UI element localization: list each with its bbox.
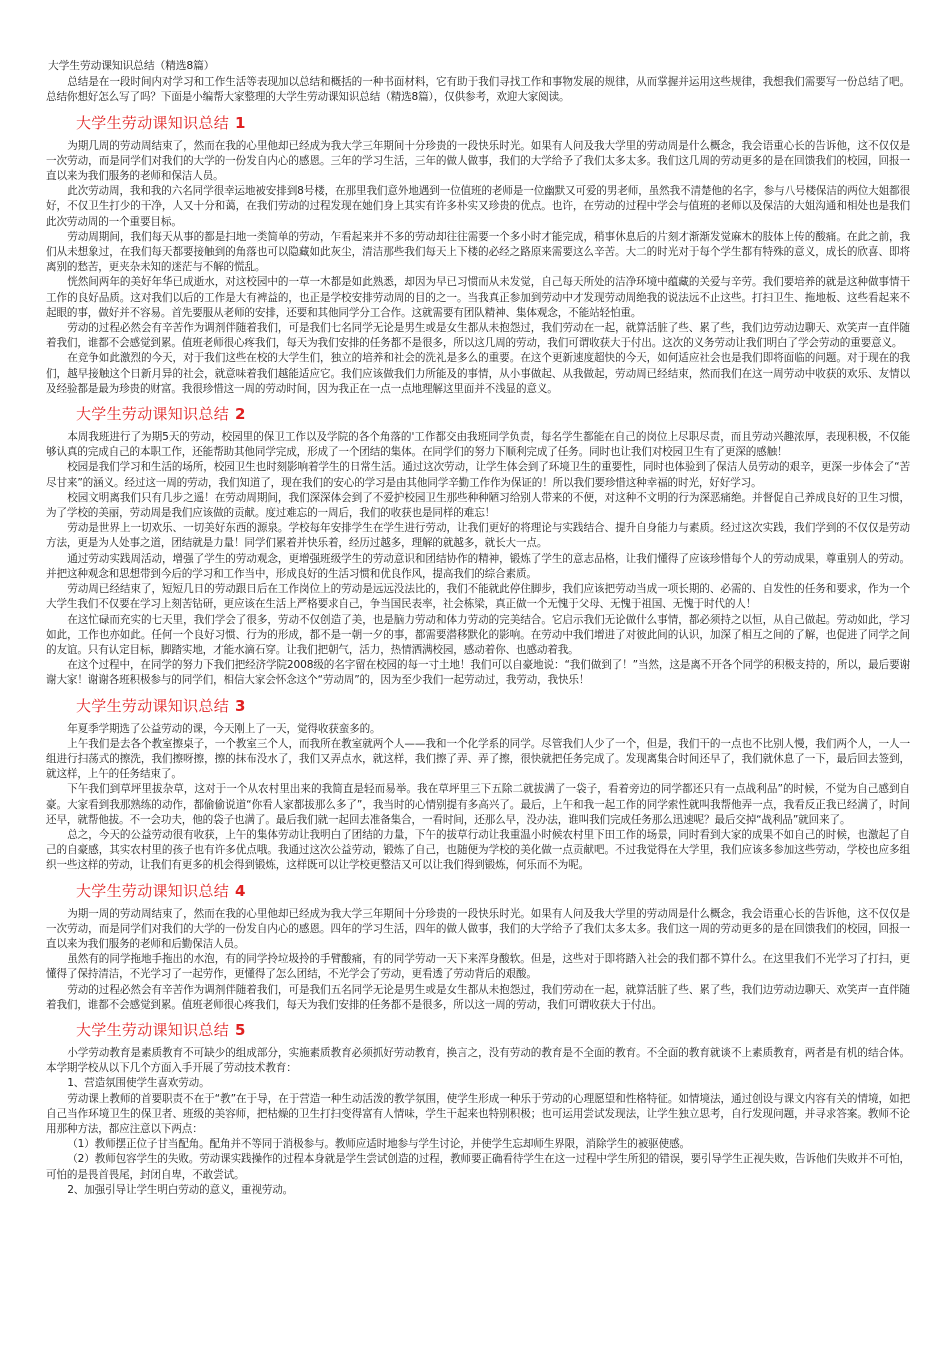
body-paragraph: 劳动周已经结束了，短短几日的劳动跟日后在工作岗位上的劳动是远远没法比的，我们不能就此停住脚步，我们应该把劳动当成一项长期的、必需的、自发性的任务和要求，作为一个大学生我们不仅要在学习上刻苦钻研，更应该在生活上严格要求自己，争当国民表率，社会栋梁，真正做一个无愧于父母、无愧于祖国、无愧于时代的人！ (46, 583, 910, 611)
body-paragraph: （1）教师摆正位子甘当配角。配角并不等同于消极参与。教师应适时地参与学生讨论，并使学生忘却师生界限，消除学生的被驱使感。 (67, 1138, 690, 1151)
sections-container (46, 113, 910, 1198)
section-heading-text: 大学生劳动课知识总结 (76, 1020, 230, 1039)
body-paragraph: 下午我们到草坪里拔杂草，这对于一个从农村里出来的我简直是轻而易举。我在草坪里三下五除二就拔满了一袋子，看着旁边的同学都还只有一点战利品”的时候，不觉为自己感到自豪。大家看到我那熟练的动作，都偷偷说道“你看人家都拔那么多了”，我当时的心情别提有多高兴了。最后，上午和我一起工作的同学索性就叫我帮他弄一点，我看反正我已经满了，时间还早，就帮他拔。不一会功夫，他的袋子也满了。最后我们就一起回去准备集合，一看时间，还那么早，没办法，谁叫我们完成任务那么迅速呢？最后交掉“战利品”就回来了。 (46, 783, 910, 826)
body-paragraph: 通过劳动实践周活动，增强了学生的劳动观念，更增强班级学生的劳动意识和团结协作的精神，锻炼了学生的意志品格，让我们懂得了应该珍惜每个人的劳动成果，尊重别人的劳动。并把这种观念和思想带到今后的学习和工作当中，形成良好的生活习惯和优良作风，提高我们的综合素质。 (46, 552, 910, 580)
section-number: 2 (235, 405, 246, 424)
body-paragraph: 在这忙碌而充实的七天里，我们学会了很多，劳动不仅创造了美，也是脑力劳动和体力劳动的完美结合。它启示我们无论做什么事情，都必须持之以恒，从自己做起。劳动如此，学习如此，工作也亦如此。任何一个良好习惯、行为的形成，都不是一朝一夕的事，都需要潜移默化的影响。在劳动中我们增进了对彼此间的认识，加深了相互之间的了解，也促进了同学之间的友谊。只有认定目标，脚踏实地，才能水滴石穿。让我们把朝气，活力，热情洒满校园，感动着你、也感动着我。 (46, 613, 910, 656)
body-paragraph: 劳动是世界上一切欢乐、一切美好东西的源泉。学校每年安排学生在学生进行劳动，让我们更好的将理论与实践结合、提升自身能力与素质。经过这次实践，我们学到的不仅仅是劳动方法，更是为人处事之道，团结就是力量！同学们累着并快乐着，经历过越多，理解的就越多，就长大一点。 (46, 522, 910, 550)
body-paragraph: 劳动课上教师的首要职责不在于“教”在于导，在于营造一种生动活泼的教学氛围，使学生形成一种乐于劳动的心理愿望和性格特征。如情境法，通过创设与课文内容有关的情境，如把自己当作环境卫生的保卫者、班级的美容师，把枯燥的卫生打扫变得富有人情味，学生干起来也特别积极；也可运用尝试发现法，让学生独立思考，自行发现问题，并寻求答案。教师不论用那种方法，都应注意以下两点： (46, 1092, 910, 1135)
section-heading (76, 696, 910, 716)
body-paragraph: 此次劳动周，我和我的六名同学很幸运地被安排到8号楼，在那里我们意外地遇到一位值班的老师是一位幽默又可爱的男老师，虽然我不清楚他的名字，参与八号楼保洁的两位大姐都很好，不仅卫生打少的干净，人又十分和蔼，在我们劳动的过程发现在她们身上其实有许多朴实又珍贵的优点。也许，在劳动的过程中学会与值班的老师以及保洁的大姐沟通和相处也是我们此次劳动周的一个重要目标。 (46, 185, 910, 228)
section-heading-text: 大学生劳动课知识总结 (76, 696, 230, 715)
body-paragraph: 劳动的过程必然会有辛苦作为调剂伴随着我们，可是我们五名同学无论是男生或是女生都从未抱怨过，我们劳动在一起，就算活脏了些、累了些，我们边劳动边聊天、欢笑声一直伴随着我们，谁都不会感觉到累。值班老师很心疼我们，每天为我们安排的任务都不是很多，所以这一周的劳动，我们可谓收获大于付出。 (46, 983, 910, 1011)
body-paragraph: 虽然有的同学拖地手拖出的水泡，有的同学拎垃圾拎的手臂酸痛，有的同学劳动一天下来浑身酸软。但是，这些对于即将踏入社会的我们都不算什么。在这里我们不光学习了打扫，更懂得了保持清洁，不光学习了一起劳作，更懂得了怎么团结，不光学会了劳动，更看透了劳动背后的艰酸。 (46, 953, 910, 981)
section-number: 5 (235, 1020, 246, 1039)
section-heading (76, 1020, 910, 1040)
section-heading-text: 大学生劳动课知识总结 (76, 881, 230, 900)
section-heading-text: 大学生劳动课知识总结 (76, 113, 230, 132)
body-paragraph: 小学劳动教育是素质教育不可缺少的组成部分，实施素质教育必须抓好劳动教育，换言之，没有劳动的教育是不全面的教育。不全面的教育就谈不上素质教育，两者是有机的结合体。本学期学校从以下几个方面入手开展了劳动技术教育： (46, 1046, 910, 1075)
intro-paragraph: 总结是在一段时间内对学习和工作生活等表现加以总结和概括的一种书面材料，它有助于我们寻找工作和事物发展的规律，从而掌握并运用这些规律，我想我们需要写一份总结了吧。总结你想好怎么写了吗？下面是小编帮大家整理的大学生劳动课知识总结（精选8篇），仅供参考，欢迎大家阅读。 (46, 76, 910, 104)
body-paragraph: 年夏季学期选了公益劳动的课，今天刚上了一天，觉得收获蛮多的。 (67, 722, 381, 735)
body-paragraph: 总之，今天的公益劳动很有收获，上午的集体劳动让我明白了团结的力量，下午的拔草行动让我重温小时候农村里下田工作的场景，同时看到大家的成果不如自己的时候，也激起了自己的自豪感，其实农村里的孩子也有许多优点哦。我通过这次公益劳动，锻炼了自己，也随便为学校的美化做一点贡献吧。不过我觉得在大学里，我们应该多参加这些劳动，学校也应多组织一些这样的劳动，让我们有更多的机会得到锻炼，这样既可以让学校更整洁又可以让我们得到锻炼，何乐而不为呢。 (46, 828, 910, 872)
body-paragraph: 在这个过程中，在同学的努力下我们把经济学院2008级的名字留在校园的每一寸土地！我们可以自豪地说：“我们做到了！”当然，这是离不开各个同学的积极支持的，所以，最后要谢谢大家！谢谢各班积极参与的同学们，相信大家会怀念这个“劳动周”的，因为至少我们一起劳动过，我劳动，我快乐！ (46, 659, 910, 687)
body-paragraph: 上午我们是去各个教室擦桌子，一个教室三个人，而我所在教室就两个人——我和一个化学系的同学。尽管我们人少了一个，但是，我们干的一点也不比别人慢，我们两个人，一人一组进行扫荡式的擦洗，我们擦呀擦，擦的抹布没水了，我们又弄点水，就这样，我们擦了弄、弄了擦，很快就把任务完成了。发现离集合时间还早了，我们就休息了一下，最后回去签到，就这样，上午的任务结束了。 (46, 737, 910, 781)
section-heading-text: 大学生劳动课知识总结 (76, 405, 230, 424)
body-paragraph: 2、加强引导让学生明白劳动的意义，重视劳动。 (67, 1183, 294, 1196)
section-number: 4 (235, 881, 246, 900)
body-paragraph: 本周我班进行了为期5天的劳动，校园里的保卫工作以及学院的各个角落的'工作都交由我班同学负责，每名学生都能在自己的岗位上尽职尽责，而且劳动兴趣浓厚，表现积极，不仅能够认真的完成自己的本职工作，还能帮助其他同学完成，形成了一个团结的集体。在同学们的努力下顺利完成了任务。同时也让我们对校园卫生有了更深的感触！ (46, 431, 910, 459)
body-paragraph: 校园是我们学习和生活的场所，校园卫生也时刻影响着学生的日常生活。通过这次劳动，让学生体会到了环境卫生的重要性，同时也体验到了保洁人员劳动的艰辛，更深一步体会了“苦尽甘来”的涵义。经过这一周的劳动，我们知道了，现在我们的安心的学习是由其他同学辛勤工作作为保证的！所以我们要珍惜这种幸福的时光，好好学习。 (46, 461, 910, 489)
body-paragraph: 在竞争如此激烈的今天，对于我们这些在校的大学生们，独立的培养和社会的洗礼是多么的重要。在这个更新速度超快的今天，如何适应社会也是我们即将面临的问题。对于现在的我们，越早接触这个日新月异的社会，就意味着我们越能适应它。我们应该做我们力所能及的事情，从小事做起、从我做起，劳动周已经结束，然而我们在这一周劳动中收获的欢乐、友情以及经验都是最为珍贵的财富。我很珍惜这一周的劳动时间，因为我正在一点一点地理解这里面并不浅显的意义。 (46, 352, 910, 395)
body-paragraph: （2）教师包容学生的失败。劳动课实践操作的过程本身就是学生尝试创造的过程，教师要正确看待学生在这一过程中学生所犯的错误，要引导学生正视失败，告诉他们失败并不可怕，可怕的是畏首畏尾，封闭自卑，不敢尝试。 (46, 1153, 910, 1181)
section-heading (76, 404, 910, 424)
section-heading (76, 113, 910, 133)
section-number: 1 (235, 113, 246, 132)
section-number: 3 (235, 696, 246, 715)
body-paragraph: 劳动周期间，我们每天从事的都是扫地一类简单的劳动，乍看起来并不多的劳动却往往需要一个多小时才能完成，稍事休息后的片刻才渐渐发觉麻木的肢体上传的酸痛。在此之前，我们从未想象过，在我们每天都要接触到的角落也可以隐藏如此灰尘，清洁那些我们每天上下楼的必经之路原来需要这么辛苦。大二的时光对于每个学生都有特殊的意义，成长的欣喜、即将离别的愁苦，更夹杂未知的迷茫与不解的慌乱。 (46, 230, 910, 274)
body-paragraph: 恍然间两年的美好年华已成逝水，对这校园中的一草一木都是如此熟悉，却因为早已习惯而从未发觉，自己每天所处的洁净环境中蕴藏的关爱与辛劳。我们要培养的就是这种做事情干工作的良好品质。这对我们以后的工作是大有裨益的，也正是学校安排劳动周的目的之一。当我真正参加到劳动中才发现劳动周绝我的说法远不止这些。打扫卫生、拖地板、这些看起来不起眼的事，做好并不容易。首先要服从老师的安排，还要和其他同学分工合作。这就需要有团队精神、集体观念，不能站轻怕重。 (46, 276, 910, 319)
document-title: 大学生劳动课知识总结（精选8篇） (48, 59, 215, 72)
section-heading (76, 881, 910, 901)
body-paragraph: 1、营造氛围使学生喜欢劳动。 (67, 1077, 210, 1090)
body-paragraph: 为期一周的劳动周结束了，然而在我的心里他却已经成为我大学三年期间十分珍贵的一段快乐时光。如果有人问及我大学里的劳动周是什么概念，我会语重心长的告诉他，这不仅仅是一次劳动，而是同学们对我们的大学的一份发自内心的感恩。四年的学习生活，四年的做人做事，我们的大学给予了我们太多太多。我们这一周的劳动更多的是在回馈我们的校园，回报一直以来为我们服务的老师和后勤保洁人员。 (46, 907, 910, 950)
body-paragraph: 劳动的过程必然会有辛苦作为调剂伴随着我们，可是我们七名同学无论是男生或是女生都从未抱怨过，我们劳动在一起，就算活脏了些、累了些，我们边劳动边聊天、欢笑声一直伴随着我们，谁都不会感觉到累。值班老师很心疼我们，每天为我们安排的任务都不是很多，所以这几周的劳动，我们可谓收获大于付出。这次的义务劳动让我们明白了学会劳动的重要意义。 (46, 322, 910, 350)
body-paragraph: 校园文明离我们只有几步之遥！在劳动周期间，我们深深体会到了不爱护校园卫生那些种种陋习给别人带来的不便，对这种不文明的行为深恶痛绝。并督促自己养成良好的卫生习惯，为了学校的美丽，劳动周是我们应该做的贡献。度过难忘的一周后，我们的收获也是同样的难忘！ (46, 491, 910, 520)
body-paragraph: 为期几周的劳动周结束了，然而在我的心里他却已经成为我大学三年期间十分珍贵的一段快乐时光。如果有人问及我大学里的劳动周是什么概念，我会语重心长的告诉他，这不仅仅是一次劳动，而是同学们对我们的大学的一份发自内心的感恩。三年的学习生活，三年的做人做事，我们的大学给予了我们太多太多。我们这几周的劳动更多的是在回馈我们的校园，回报一直以来为我们服务的老师和保洁人员。 (46, 139, 910, 183)
